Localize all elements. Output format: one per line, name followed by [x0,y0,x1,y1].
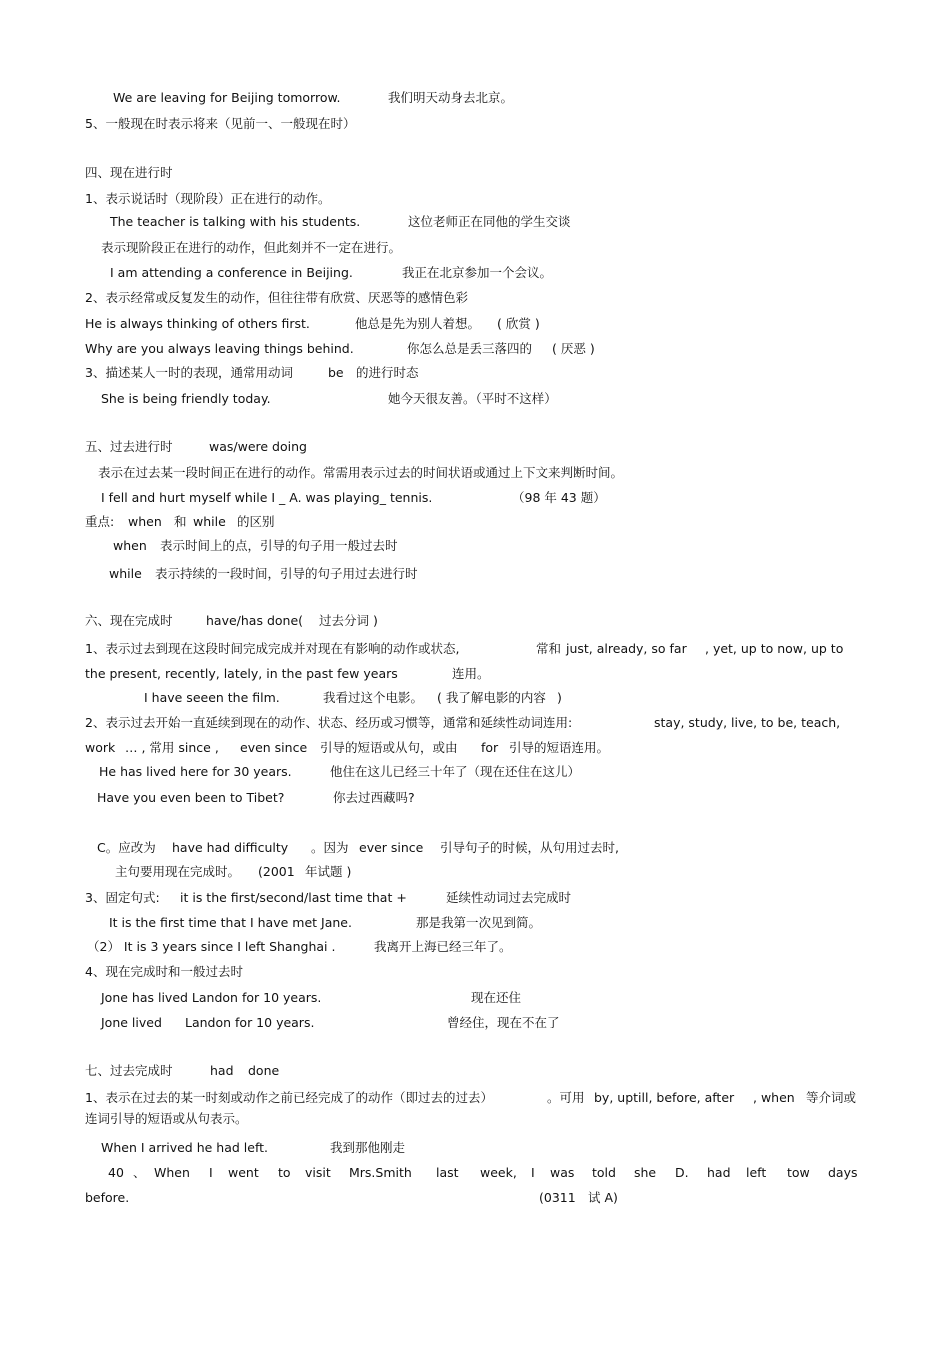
text-segment: work [85,740,116,755]
text-segment: ( 厌恶 ) [552,341,595,356]
text-segment: 试 A) [588,1190,618,1205]
text-segment: for [481,740,499,755]
text-segment: Mrs.Smith [349,1165,412,1180]
text-segment: I am attending a conference in Beijing. [110,265,353,280]
text-segment: was [550,1165,575,1180]
text-segment: 1、表示在过去的某一时刻或动作之前已经完成了的动作（即过去的过去） [85,1090,493,1105]
text-segment: Landon for 10 years. [185,1015,315,1030]
text-segment: 延续性动词过去完成时 [446,890,572,905]
text-segment: , yet, up to now, up to [705,641,844,656]
text-segment: 表示时间上的点，引导的句子用一般过去时 [160,538,398,553]
text-segment: stay, study, live, to be, teach, [654,715,841,730]
text-segment: told [592,1165,616,1180]
text-segment: 等介词或 [806,1090,857,1105]
text-segment: 4、现在完成时和一般过去时 [85,964,243,979]
text-segment: she [634,1165,657,1180]
text-segment: When [154,1165,190,1180]
text-segment: It is the first time that I have met Jane. [109,915,352,930]
text-segment: I fell and hurt myself while I _ A. was playing_ tennis. [101,490,433,505]
text-segment: She is being friendly today. [101,391,271,406]
text-segment: 的进行时态 [356,365,419,380]
text-segment: Jone lived [101,1015,162,1030]
text-segment: 引导句子的时候，从句用过去时, [440,840,619,855]
text-segment: while [109,566,142,581]
text-segment: 3、固定句式: [85,890,160,905]
text-segment: went [228,1165,259,1180]
text-segment: 2、表示经常或反复发生的动作，但往往带有欣赏、厌恶等的感情色彩 [85,290,468,305]
text-segment: 的区别 [237,514,275,529]
text-segment: (0311 [539,1190,576,1205]
text-segment: We are leaving for Beijing tomorrow. [113,90,341,105]
text-segment: even since [240,740,308,755]
text-segment: 你怎么总是丢三落四的 [407,341,533,356]
text-segment: be [328,365,344,380]
text-segment: was/were doing [209,439,307,454]
text-segment: He has lived here for 30 years. [99,764,292,779]
text-segment: had [210,1063,234,1078]
text-segment: had [707,1165,731,1180]
text-segment: 表示现阶段正在进行的动作，但此刻并不一定在进行。 [101,240,402,255]
text-segment: The teacher is talking with his students. [110,214,361,229]
text-segment: ( 欣赏 ) [497,316,540,331]
text-segment: 这位老师正在同他的学生交谈 [408,214,571,229]
text-segment: C。应改为 [97,840,156,855]
text-segment: He is always thinking of others first. [85,316,310,331]
text-segment: , when [753,1090,795,1105]
text-segment: it is the first/second/last time that + [180,890,407,905]
text-segment: When I arrived he had left. [101,1140,269,1155]
text-segment: 、 [133,1165,146,1180]
text-segment: have/has done( [206,613,304,628]
text-segment: ever since [359,840,424,855]
text-segment: … , 常用 since , [125,740,219,755]
text-segment: 我看过这个电影。 [323,690,424,705]
text-segment: 引导的短语或从句，或由 [320,740,458,755]
text-segment: 。因为 [311,840,349,855]
text-segment: 主句要用现在完成时。 [115,864,241,879]
text-segment: D. [675,1165,689,1180]
text-segment: （2） It is 3 years since I left Shanghai . [87,939,336,954]
text-segment: 年试题 ) [305,864,352,879]
text-segment: visit [305,1165,331,1180]
text-segment: have had difficulty [172,840,289,855]
text-segment: 他住在这儿已经三十年了（现在还住在这儿） [330,764,581,779]
text-segment: 他总是先为别人着想。 [355,316,481,331]
text-segment: Jone has lived Landon for 10 years. [101,990,322,1005]
text-segment: （98 年 43 题） [512,490,606,505]
text-segment: to [278,1165,291,1180]
text-segment: 和 [174,514,187,529]
text-segment: 我到那他刚走 [330,1140,406,1155]
text-segment: by, uptill, before, after [594,1090,735,1105]
text-segment: before. [85,1190,130,1205]
text-segment: 我离开上海已经三年了。 [374,939,512,954]
text-segment: I [209,1165,213,1180]
text-segment: 她今天很友善。（平时不这样） [388,391,557,406]
text-segment: 重点: [85,514,115,529]
text-segment: the present, recently, lately, in the past few years [85,666,398,681]
text-segment: 5、一般现在时表示将来（见前一、一般现在时） [85,116,356,131]
text-segment: 1、表示过去到现在这段时间完成完成并对现在有影响的动作或状态, [85,641,460,656]
text-segment: 七、过去完成时 [85,1063,173,1078]
text-segment: days [828,1165,858,1180]
text-segment: when [113,538,147,553]
text-segment: 现在还住 [471,990,522,1005]
text-segment: I [531,1165,535,1180]
text-segment: 过去分词 ) [319,613,378,628]
text-segment: 连词引导的短语或从句表示。 [85,1111,248,1126]
text-segment: 常和 [536,641,562,656]
text-segment: when [128,514,162,529]
text-segment: tow [787,1165,810,1180]
text-segment: last [436,1165,459,1180]
text-segment: 五、过去进行时 [85,439,173,454]
text-segment: ) [557,690,562,705]
text-segment: 连用。 [452,666,490,681]
text-segment: 2、表示过去开始一直延续到现在的动作、状态、经历或习惯等，通常和延续性动词连用: [85,715,573,730]
text-segment: I have seeen the film. [144,690,280,705]
text-segment: 那是我第一次见到简。 [416,915,542,930]
text-segment: 1、表示说话时（现阶段）正在进行的动作。 [85,191,331,206]
text-segment: 表示持续的一段时间，引导的句子用过去进行时 [155,566,418,581]
text-segment: ( 我了解电影的内容 [437,690,546,705]
text-segment: 六、现在完成时 [85,613,173,628]
text-segment: 表示在过去某一段时间正在进行的动作。常需用表示过去的时间状语或通过上下文来判断时间。 [98,465,624,480]
text-segment: 你去过西藏吗? [333,790,415,805]
text-segment: week, [480,1165,517,1180]
text-segment: 我们明天动身去北京。 [388,90,514,105]
text-segment: just, already, so far [566,641,687,656]
text-segment: while [193,514,226,529]
text-segment: 。可用 [547,1090,585,1105]
text-segment: (2001 [258,864,295,879]
text-segment: 曾经住，现在不在了 [447,1015,560,1030]
text-segment: 3、描述某人一时的表现，通常用动词 [85,365,293,380]
text-segment: 我正在北京参加一个会议。 [402,265,553,280]
text-segment: Why are you always leaving things behind. [85,341,354,356]
text-segment: 40 [108,1165,124,1180]
text-segment: left [746,1165,767,1180]
text-segment: 四、现在进行时 [85,165,173,180]
text-segment: 引导的短语连用。 [509,740,610,755]
text-segment: Have you even been to Tibet? [97,790,285,805]
text-segment: done [248,1063,280,1078]
